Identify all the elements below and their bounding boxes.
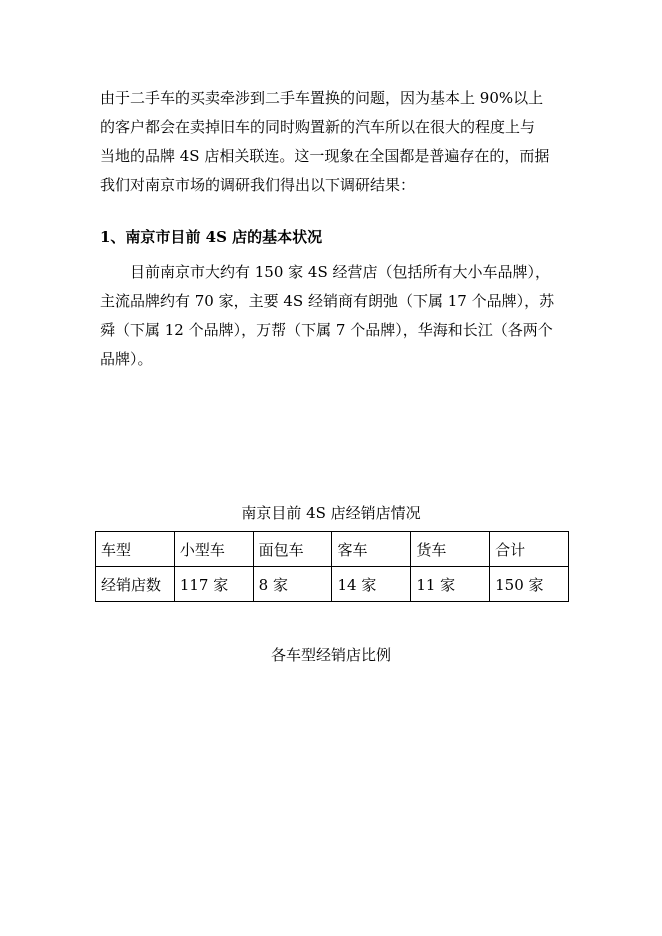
- table-header-row: [96, 532, 569, 567]
- intro-line: 由于二手车的买卖牵涉到二手车置换的问题，因为基本上 90%以上: [100, 89, 544, 107]
- table-cell: 货车: [411, 532, 490, 567]
- section-heading: 1、南京市目前 4S 店的基本状况: [100, 228, 323, 246]
- table-cell: 车型: [96, 532, 175, 567]
- table-cell: 经销店数: [96, 567, 175, 602]
- table-cell: 客车: [332, 532, 411, 567]
- table-cell: 合计: [490, 532, 569, 567]
- table-cell: 面包车: [253, 532, 332, 567]
- table-cell: 150 家: [490, 567, 569, 602]
- table-row: [96, 567, 569, 602]
- table-cell: 11 家: [411, 567, 490, 602]
- table-cell: 小型车: [174, 532, 253, 567]
- intro-line: 我们对南京市场的调研我们得出以下调研结果：: [100, 176, 416, 194]
- section-line: 舜（下属 12 个品牌），万帮（下属 7 个品牌），华海和长江（各两个: [100, 321, 553, 339]
- table-cell: 117 家: [174, 567, 253, 602]
- dealer-table: [95, 531, 569, 602]
- section-line: 品牌）。: [100, 350, 153, 368]
- table-caption: 南京目前 4S 店经销店情况: [241, 504, 421, 522]
- table-cell: 8 家: [253, 567, 332, 602]
- section-line: 目前南京市大约有 150 家 4S 经营店（包括所有大小车品牌），: [130, 263, 551, 281]
- intro-paragraph: [100, 84, 570, 200]
- table-cell: 14 家: [332, 567, 411, 602]
- chart-caption: 各车型经销店比例: [270, 646, 391, 664]
- intro-line: 的客户都会在卖掉旧车的同时购置新的汽车所以在很大的程度上与: [100, 118, 536, 136]
- intro-line: 当地的品牌 4S 店相关联连。这一现象在全国都是普遍存在的，而据: [100, 147, 550, 165]
- section-paragraph: [100, 258, 570, 374]
- section-line: 主流品牌约有 70 家，主要 4S 经销商有朗弛（下属 17 个品牌），苏: [100, 292, 555, 310]
